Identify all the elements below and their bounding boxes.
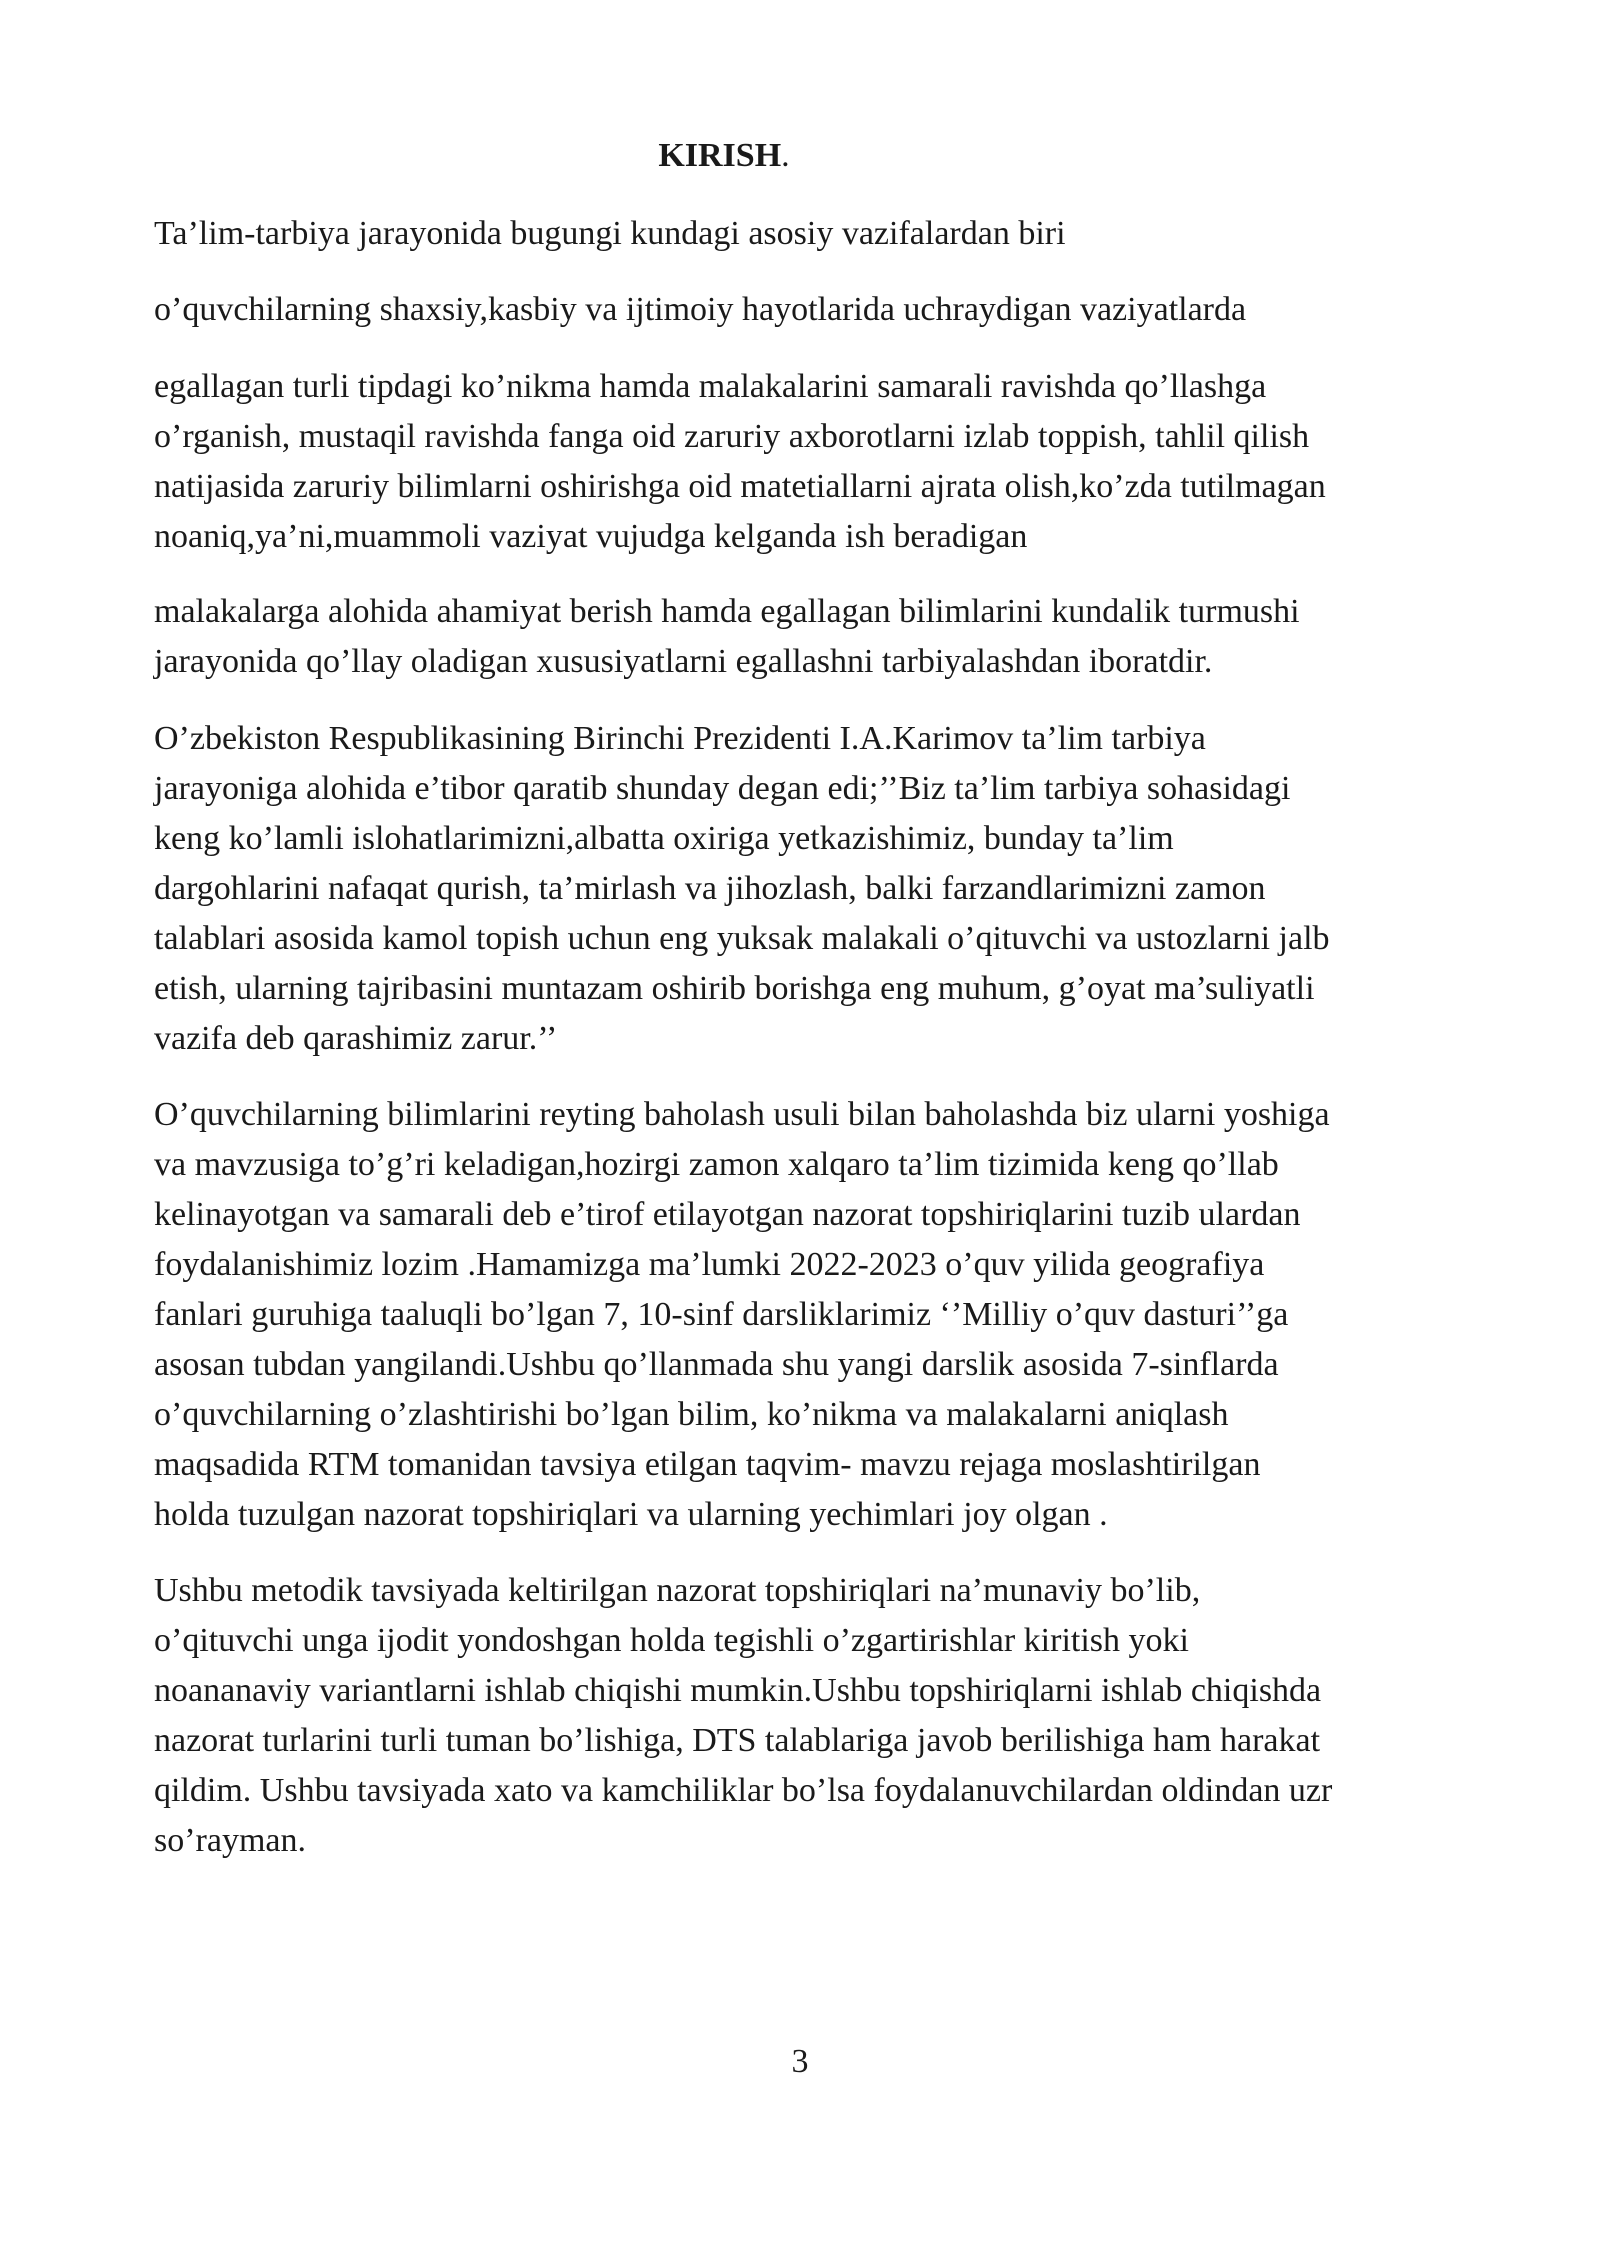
title-suffix: . — [781, 137, 790, 174]
text-line: O’quvchilarning bilimlarini reyting baholash usuli bilan baholashda biz ularni yoshiga — [154, 1096, 1330, 1133]
text-line: va mavzusiga to’g’ri keladigan,hozirgi zamon xalqaro ta’lim tizimida keng qo’llab — [154, 1146, 1279, 1183]
text-line: o’quvchilarning shaxsiy,kasbiy va ijtimoiy hayotlarida uchraydigan vaziyatlarda — [154, 291, 1247, 328]
text-line: jarayonida qo’llay oladigan xususiyatlarni egallashni tarbiyalashdan iboratdir. — [154, 643, 1213, 680]
text-line: o’qituvchi unga ijodit yondoshgan holda tegishli o’zgartirishlar kiritish yoki — [154, 1622, 1189, 1659]
text-line: vazifa deb qarashimiz zarur.’’ — [154, 1020, 558, 1057]
text-line: fanlari guruhiga taaluqli bo’lgan 7, 10-sinf darsliklarimiz ‘’Milliy o’quv dasturi’’ga — [154, 1296, 1289, 1333]
text-line: O’zbekiston Respublikasining Birinchi Prezidenti I.A.Karimov ta’lim tarbiya — [154, 720, 1206, 757]
text-line: Ta’lim-tarbiya jarayonida bugungi kundagi asosiy vazifalardan biri — [154, 215, 1066, 252]
text-line: Ushbu metodik tavsiyada keltirilgan nazorat topshiriqlari na’munaviy bo’lib, — [154, 1572, 1201, 1609]
text-line: dargohlarini nafaqat qurish, ta’mirlash va jihozlash, balki farzandlarimizni zamon — [154, 870, 1266, 907]
text-line: asosan tubdan yangilandi.Ushbu qo’llanmada shu yangi darslik asosida 7-sinflarda — [154, 1346, 1279, 1383]
text-line: o’quvchilarning o’zlashtirishi bo’lgan bilim, ko’nikma va malakalarni aniqlash — [154, 1396, 1229, 1433]
text-line: maqsadida RTM tomanidan tavsiya etilgan taqvim- mavzu rejaga moslashtirilgan — [154, 1446, 1261, 1483]
text-line: o’rganish, mustaqil ravishda fanga oid zaruriy axborotlarni izlab toppish, tahlil qilish — [154, 418, 1310, 455]
text-line: kelinayotgan va samarali deb e’tirof etilayotgan nazorat topshiriqlarini tuzib ulardan — [154, 1196, 1301, 1233]
paragraph-4 — [154, 587, 1474, 687]
paragraph-6 — [154, 1090, 1474, 1540]
title-text: KIRISH — [658, 137, 782, 174]
text-line: foydalanishimiz lozim .Hamamizga ma’lumki 2022-2023 o’quv yilida geografiya — [154, 1246, 1265, 1283]
paragraph-3 — [154, 362, 1474, 562]
paragraph-5 — [154, 714, 1474, 1064]
text-line: qildim. Ushbu tavsiyada xato va kamchiliklar bo’lsa foydalanuvchilardan oldindan uzr — [154, 1772, 1333, 1809]
text-line: holda tuzulgan nazorat topshiriqlari va ularning yechimlari joy olgan . — [154, 1496, 1108, 1533]
text-line: noaniq,ya’ni,muammoli vaziyat vujudga kelganda ish beradigan — [154, 518, 1028, 555]
text-line: malakalarga alohida ahamiyat berish hamda egallagan bilimlarini kundalik turmushi — [154, 593, 1300, 630]
text-line: etish, ularning tajribasini muntazam oshirib borishga eng muhum, g’oyat ma’suliyatli — [154, 970, 1315, 1007]
paragraph-1 — [154, 209, 1474, 259]
text-line: jarayoniga alohida e’tibor qaratib shunday degan edi;’’Biz ta’lim tarbiya sohasidagi — [154, 770, 1291, 807]
text-line: noananaviy variantlarni ishlab chiqishi mumkin.Ushbu topshiriqlarni ishlab chiqishda — [154, 1672, 1322, 1709]
page-title — [154, 134, 1294, 178]
text-line: keng ko’lamli islohatlarimizni,albatta oxiriga yetkazishimiz, bunday ta’lim — [154, 820, 1174, 857]
text-line: natijasida zaruriy bilimlarni oshirishga oid matetiallarni ajrata olish,ko’zda tutilmagan — [154, 468, 1326, 505]
text-line: so’rayman. — [154, 1822, 307, 1859]
text-line: talablari asosida kamol topish uchun eng yuksak malakali o’qituvchi va ustozlarni jalb — [154, 920, 1330, 957]
paragraph-7 — [154, 1566, 1474, 1866]
page-number: 3 — [791, 2043, 809, 2080]
paragraph-2 — [154, 285, 1474, 335]
text-line: egallagan turli tipdagi ko’nikma hamda malakalarini samarali ravishda qo’llashga — [154, 368, 1267, 405]
text-line: nazorat turlarini turli tuman bo’lishiga, DTS talablariga javob berilishiga ham harakat — [154, 1722, 1321, 1759]
